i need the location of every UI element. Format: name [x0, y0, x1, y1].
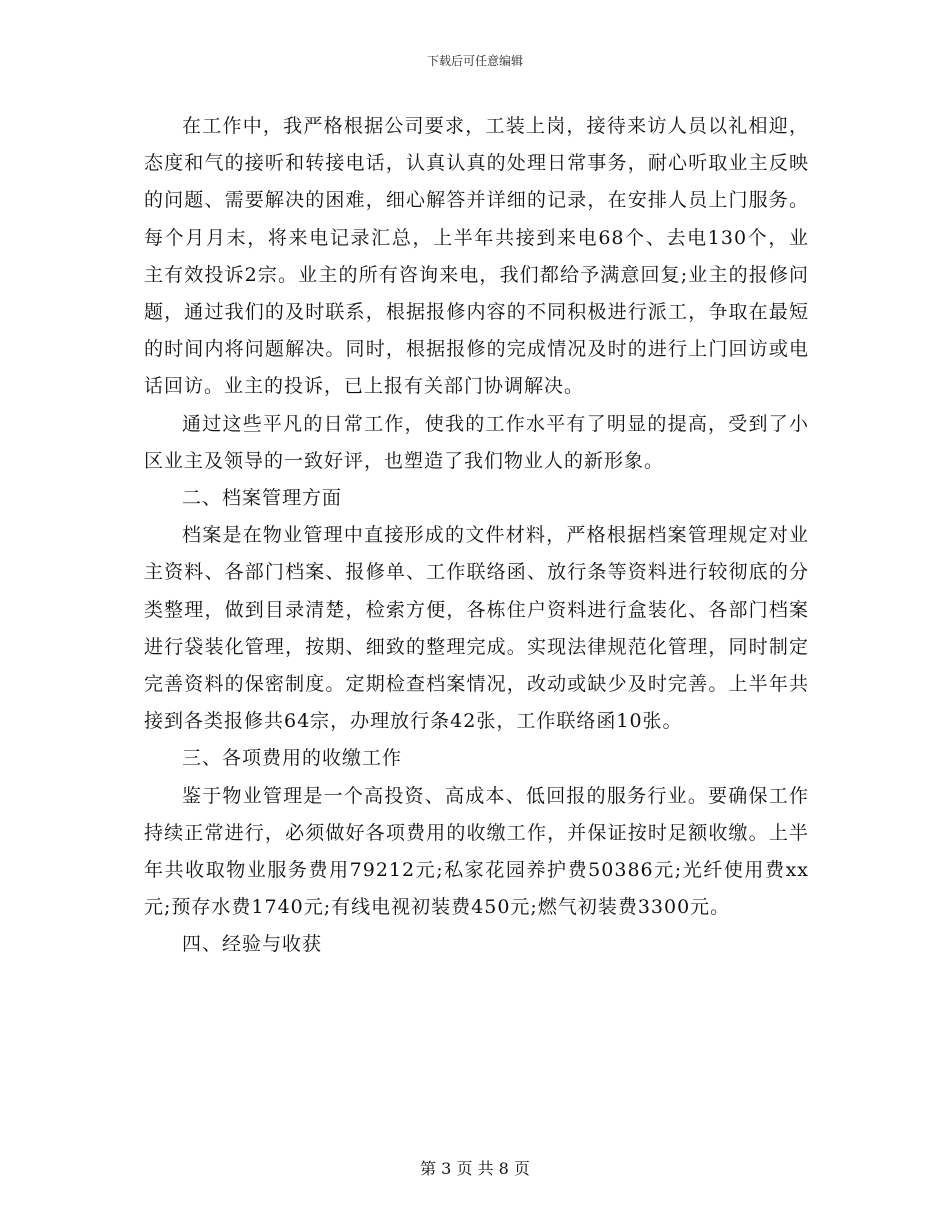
page-number: 第 3 页 共 8 页: [420, 1159, 530, 1178]
section-heading-experience: 四、经验与收获: [182, 933, 323, 956]
paragraph-work-results: 通过这些平凡的日常工作，使我的工作水平有了明显的提高，受到了小区业主及领导的一致好评，也塑造了我们物业人的新形象。: [144, 412, 809, 472]
document-body: [144, 108, 809, 964]
paragraph-fees: 鉴于物业管理是一个高投资、高成本、低回报的服务行业。要确保工作持续正常进行，必须做好各项费用的收缴工作，并保证按时足额收缴。上半年共收取物业服务费用79212元;私家花园养护费50386元;光纤使用费xx元;预存水费1740元;有线电视初装费450元;燃气初装费3300元。: [144, 784, 809, 919]
section-heading-archives: 二、档案管理方面: [182, 487, 343, 510]
paragraph-work-duties: 在工作中，我严格根据公司要求，工装上岗，接待来访人员以礼相迎，态度和气的接听和转接电话，认真认真的处理日常事务，耐心听取业主反映的问题、需要解决的困难，细心解答并详细的记录，在安排人员上门服务。每个月月末，将来电记录汇总，上半年共接到来电68个、去电130个，业主有效投诉2宗。业主的所有咨询来电，我们都给予满意回复;业主的报修问题，通过我们的及时联系，根据报修内容的不同积极进行派工，争取在最短的时间内将问题解决。同时，根据报修的完成情况及时的进行上门回访或电话回访。业主的投诉，已上报有关部门协调解决。: [144, 115, 809, 398]
section-heading-fees: 三、各项费用的收缴工作: [182, 747, 403, 770]
page-header: 下载后可任意编辑: [426, 54, 523, 68]
paragraph-archives: 档案是在物业管理中直接形成的文件材料，严格根据档案管理规定对业主资料、各部门档案、报修单、工作联络函、放行条等资料进行较彻底的分类整理，做到目录清楚，检索方便，各栋住户资料进行盒装化、各部门档案进行袋装化管理，按期、细致的整理完成。实现法律规范化管理，同时制定完善资料的保密制度。定期检查档案情况，改动或缺少及时完善。上半年共接到各类报修共64宗，办理放行条42张，工作联络函10张。: [144, 524, 809, 733]
